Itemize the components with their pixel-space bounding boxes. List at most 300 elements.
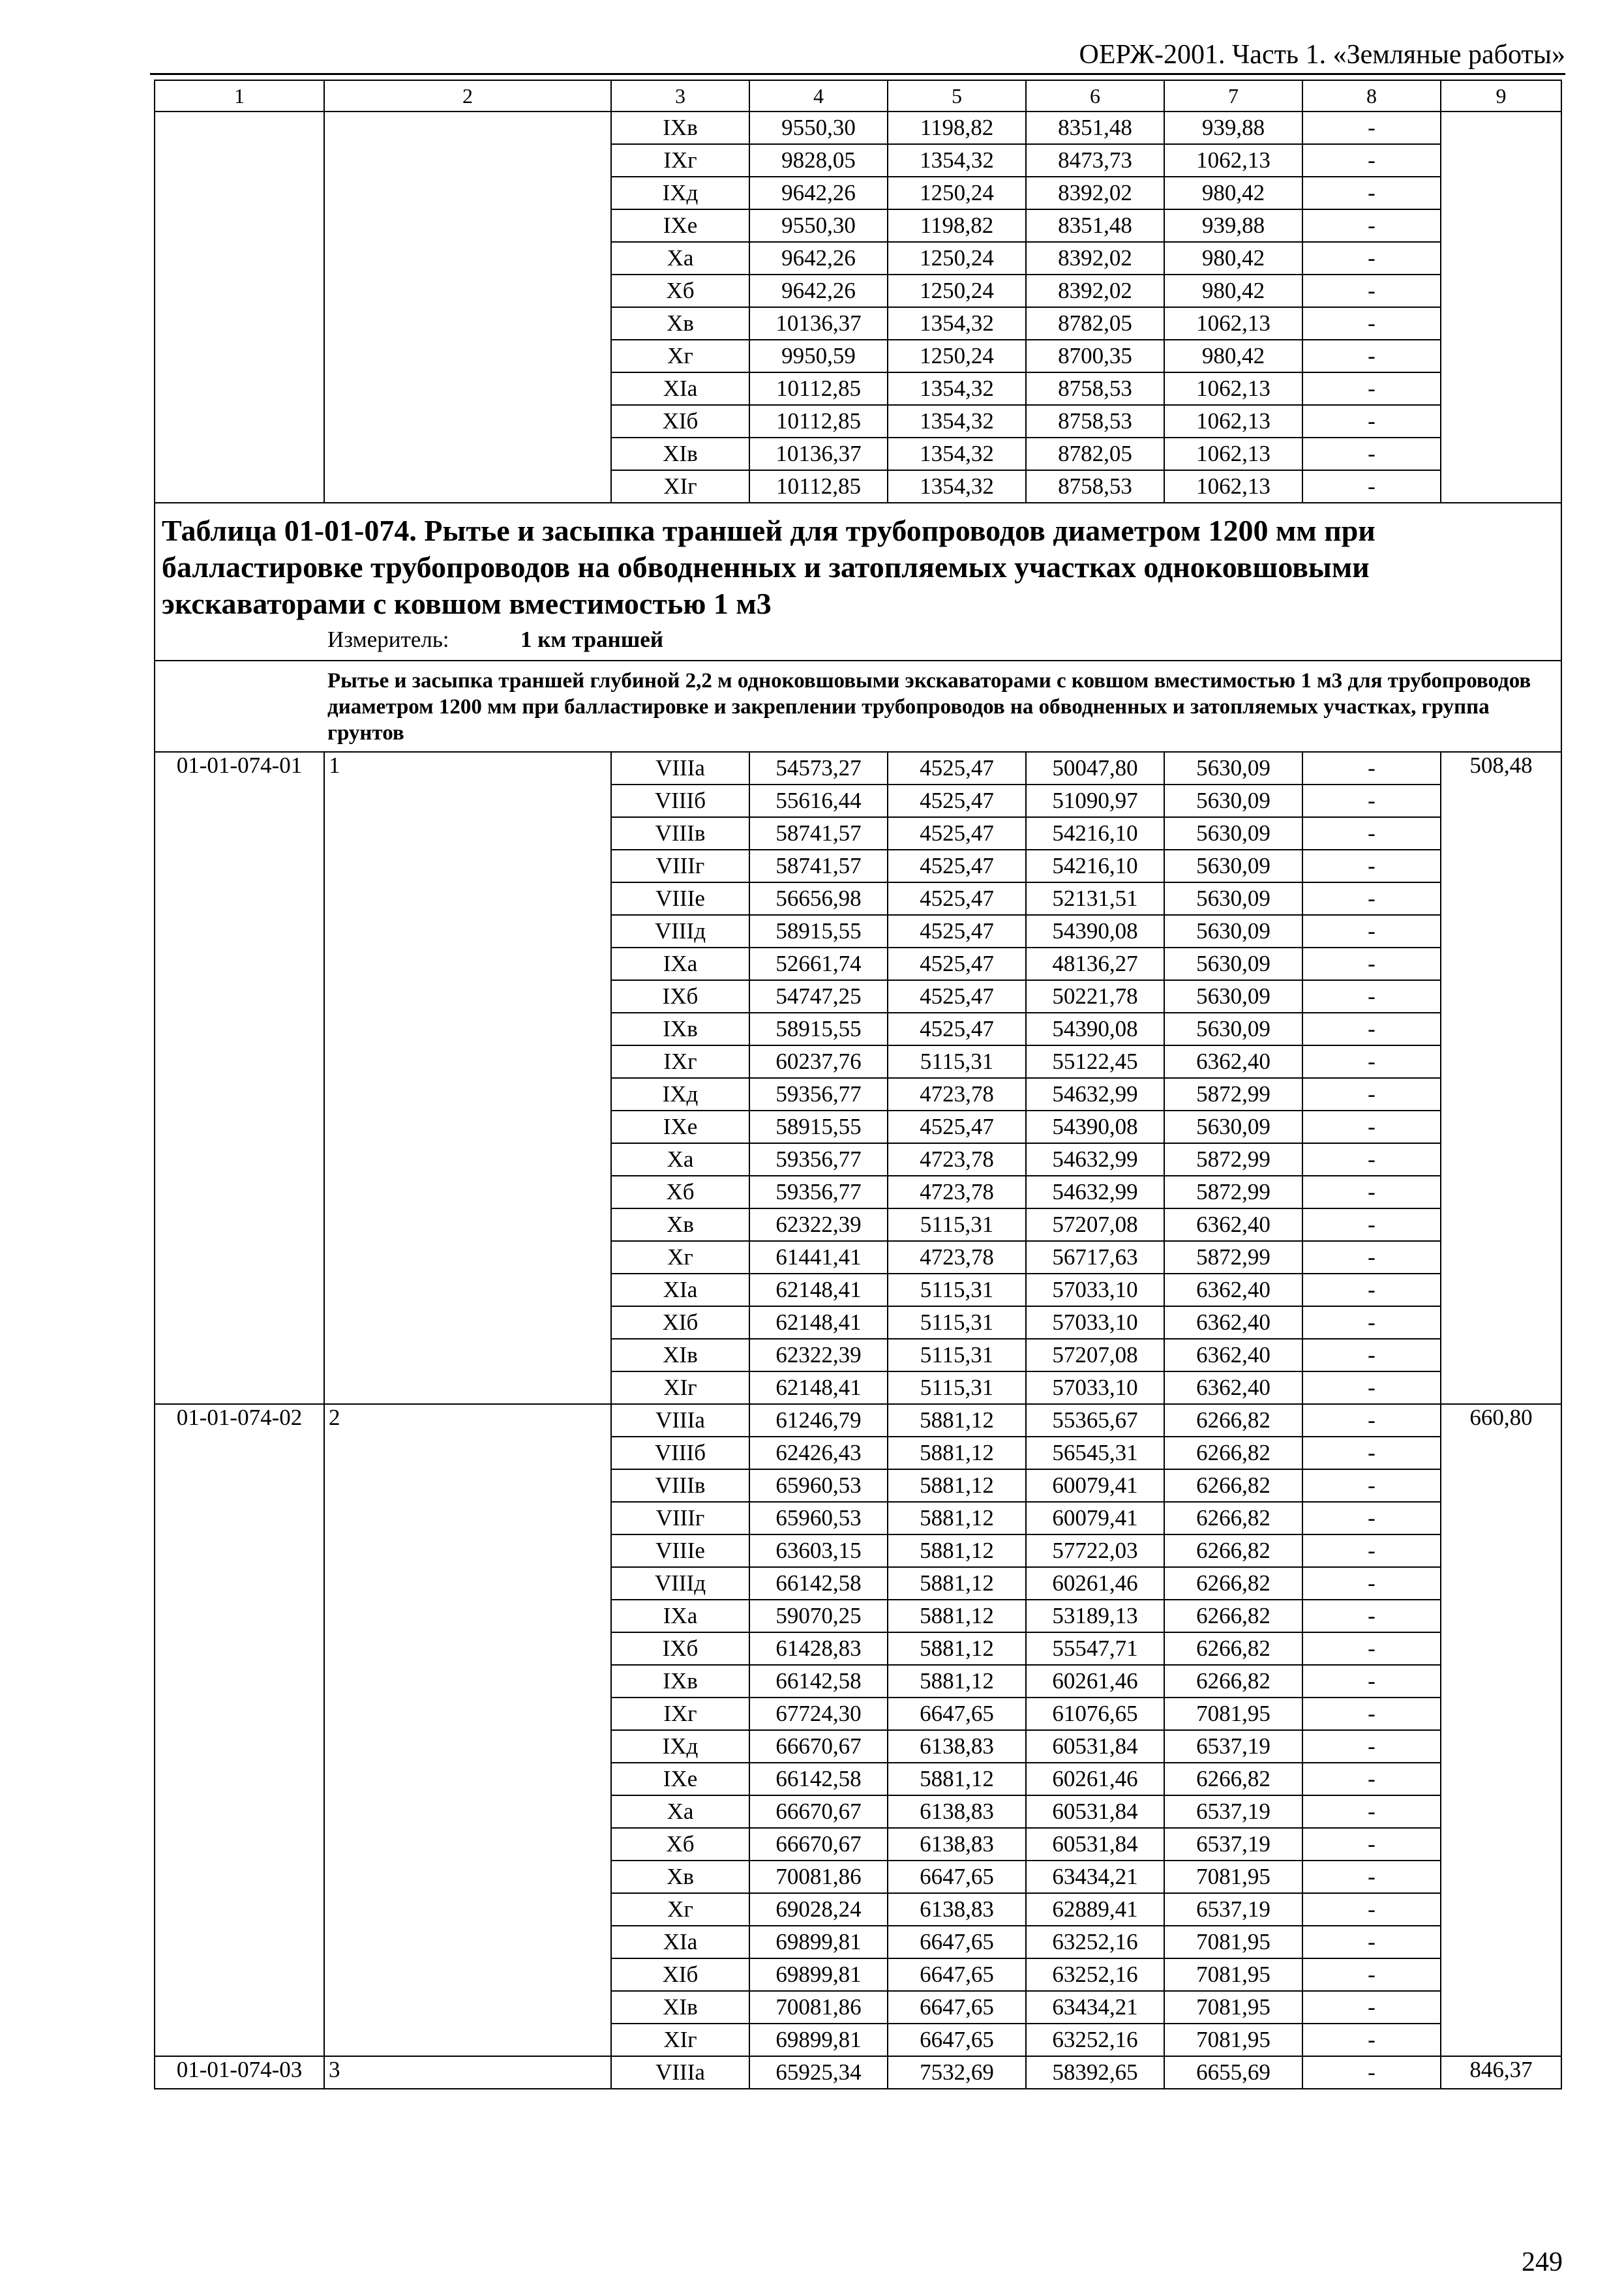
value-cell: 6537,19 [1164, 1795, 1302, 1828]
column-number: 7 [1164, 80, 1302, 112]
value-cell: XIв [611, 1991, 749, 2024]
table-row [155, 752, 1561, 785]
value-cell: - [1302, 1795, 1441, 1828]
value-cell: 48136,27 [1026, 948, 1164, 980]
value-cell: 59356,77 [749, 1143, 888, 1176]
value-cell: - [1302, 817, 1441, 850]
code-cell [155, 112, 324, 503]
value-cell: 6362,40 [1164, 1045, 1302, 1078]
value-cell: 6138,83 [888, 1893, 1026, 1926]
value-cell: - [1302, 1371, 1441, 1404]
value-cell: 5872,99 [1164, 1143, 1302, 1176]
meter-label: Измеритель: [327, 627, 449, 652]
value-cell: VIIIе [611, 882, 749, 915]
value-cell: IXа [611, 948, 749, 980]
value-cell: 51090,97 [1026, 785, 1164, 817]
value-cell: 6647,65 [888, 1926, 1026, 1958]
value-cell: 56545,31 [1026, 1437, 1164, 1469]
value-cell: XIв [611, 1339, 749, 1371]
value-cell: 57033,10 [1026, 1371, 1164, 1404]
value-cell: 5630,09 [1164, 850, 1302, 882]
value-cell: 6266,82 [1164, 1763, 1302, 1795]
column-number: 8 [1302, 80, 1441, 112]
value-cell: 6537,19 [1164, 1730, 1302, 1763]
value-cell: - [1302, 915, 1441, 948]
value-cell: 54632,99 [1026, 1176, 1164, 1208]
value-cell: 66142,58 [749, 1567, 888, 1600]
meter [162, 622, 1558, 660]
value-cell: XIг [611, 470, 749, 503]
value-cell: 66670,67 [749, 1730, 888, 1763]
value-cell: IXб [611, 1632, 749, 1665]
value-cell: 60531,84 [1026, 1730, 1164, 1763]
value-cell: - [1302, 882, 1441, 915]
value-cell: 58392,65 [1026, 2056, 1164, 2089]
value-cell: 60531,84 [1026, 1828, 1164, 1861]
value-cell: 1250,24 [888, 177, 1026, 209]
value-cell: 70081,86 [749, 1991, 888, 2024]
value-cell: 5881,12 [888, 1600, 1026, 1632]
value-cell: - [1302, 752, 1441, 785]
column-number: 6 [1026, 80, 1164, 112]
value-cell: 60261,46 [1026, 1763, 1164, 1795]
value-cell: 55122,45 [1026, 1045, 1164, 1078]
value-cell: 7532,69 [888, 2056, 1026, 2089]
value-cell: 1354,32 [888, 405, 1026, 438]
value-cell: IXв [611, 112, 749, 144]
value-cell: 1198,82 [888, 112, 1026, 144]
value-cell: 5630,09 [1164, 980, 1302, 1013]
value-cell: IXе [611, 1763, 749, 1795]
value-cell: IXа [611, 1600, 749, 1632]
value-cell: 69899,81 [749, 1958, 888, 1991]
value-cell: 6647,65 [888, 1958, 1026, 1991]
value-cell: 63252,16 [1026, 1958, 1164, 1991]
rates-table-body [155, 80, 1561, 2089]
value-cell: 5872,99 [1164, 1078, 1302, 1111]
value-cell: 55365,67 [1026, 1404, 1164, 1437]
value-cell: 58915,55 [749, 915, 888, 948]
value-cell: Xв [611, 1861, 749, 1893]
value-cell: 6266,82 [1164, 1600, 1302, 1632]
value-cell: 62889,41 [1026, 1893, 1164, 1926]
value-cell: 6647,65 [888, 2024, 1026, 2056]
value-cell: - [1302, 1763, 1441, 1795]
value-cell: 54390,08 [1026, 915, 1164, 948]
value-cell: 62148,41 [749, 1371, 888, 1404]
value-cell: - [1302, 2024, 1441, 2056]
column-number: 3 [611, 80, 749, 112]
value-cell: 4525,47 [888, 980, 1026, 1013]
value-cell: 8758,53 [1026, 405, 1164, 438]
value-cell: Xа [611, 1143, 749, 1176]
value-cell: VIIIв [611, 817, 749, 850]
value-cell: Xв [611, 1208, 749, 1241]
label-cell [324, 112, 611, 503]
value-cell: 7081,95 [1164, 1861, 1302, 1893]
value-cell: 4525,47 [888, 915, 1026, 948]
value-cell: - [1302, 1241, 1441, 1274]
value-cell: 62426,43 [749, 1437, 888, 1469]
value-cell: - [1302, 1632, 1441, 1665]
value-cell: 980,42 [1164, 340, 1302, 372]
table-row [155, 2056, 1561, 2089]
value-cell: - [1302, 850, 1441, 882]
value-cell: 63252,16 [1026, 1926, 1164, 1958]
value-cell: IXв [611, 1665, 749, 1698]
value-cell: 60079,41 [1026, 1469, 1164, 1502]
value-cell: 56656,98 [749, 882, 888, 915]
value-cell: 6655,69 [1164, 2056, 1302, 2089]
value-cell: Xг [611, 1241, 749, 1274]
value-cell: 4723,78 [888, 1143, 1026, 1176]
value-cell: VIIIа [611, 1404, 749, 1437]
value-cell: 63434,21 [1026, 1861, 1164, 1893]
value-cell: 60531,84 [1026, 1795, 1164, 1828]
value-cell: 54632,99 [1026, 1143, 1164, 1176]
value-cell: 8782,05 [1026, 307, 1164, 340]
value-cell: 6266,82 [1164, 1404, 1302, 1437]
value-cell: - [1302, 242, 1441, 275]
value-cell: Xв [611, 307, 749, 340]
value-cell: 1354,32 [888, 144, 1026, 177]
value-cell: 6537,19 [1164, 1893, 1302, 1926]
value-cell: 52131,51 [1026, 882, 1164, 915]
value-cell: - [1302, 1306, 1441, 1339]
value-cell: 5115,31 [888, 1274, 1026, 1306]
value-cell: 57207,08 [1026, 1339, 1164, 1371]
value-cell: - [1302, 1958, 1441, 1991]
value-cell: - [1302, 1404, 1441, 1437]
value-cell: 62322,39 [749, 1208, 888, 1241]
value-cell: - [1302, 948, 1441, 980]
value-cell: XIв [611, 438, 749, 470]
value-cell: 5630,09 [1164, 1111, 1302, 1143]
value-cell: - [1302, 1926, 1441, 1958]
value-cell: 10112,85 [749, 405, 888, 438]
value-cell: 57207,08 [1026, 1208, 1164, 1241]
value-cell: 4525,47 [888, 752, 1026, 785]
value-cell: 9828,05 [749, 144, 888, 177]
value-cell: 69899,81 [749, 2024, 888, 2056]
value-cell: 55547,71 [1026, 1632, 1164, 1665]
value-cell: 10136,37 [749, 307, 888, 340]
value-cell: 4723,78 [888, 1241, 1026, 1274]
value-cell: XIг [611, 1371, 749, 1404]
value-cell: 5115,31 [888, 1371, 1026, 1404]
value-cell: 1062,13 [1164, 438, 1302, 470]
value-cell: - [1302, 785, 1441, 817]
value-cell: 5630,09 [1164, 1013, 1302, 1045]
column-number-row [155, 80, 1561, 112]
header-rule [150, 73, 1565, 75]
soil-group-number: 1 [324, 752, 611, 1404]
table-title-cell [155, 503, 1561, 661]
value-cell: 62148,41 [749, 1306, 888, 1339]
value-cell: 5872,99 [1164, 1241, 1302, 1274]
value-cell: 5630,09 [1164, 817, 1302, 850]
column-number: 5 [888, 80, 1026, 112]
value-cell: 54390,08 [1026, 1013, 1164, 1045]
value-cell: 5630,09 [1164, 882, 1302, 915]
value-cell: 63603,15 [749, 1534, 888, 1567]
value-cell: 980,42 [1164, 177, 1302, 209]
value-cell: 6266,82 [1164, 1469, 1302, 1502]
value-cell: 62148,41 [749, 1274, 888, 1306]
value-cell: 5881,12 [888, 1763, 1026, 1795]
value-cell: 5872,99 [1164, 1176, 1302, 1208]
value-cell: 5881,12 [888, 1404, 1026, 1437]
value-cell: 5630,09 [1164, 915, 1302, 948]
rate-code: 01-01-074-03 [155, 2056, 324, 2089]
value-cell: 9950,59 [749, 340, 888, 372]
value-cell: VIIIг [611, 850, 749, 882]
value-cell: IXг [611, 1045, 749, 1078]
value-cell: 6362,40 [1164, 1306, 1302, 1339]
value-cell: 53189,13 [1026, 1600, 1164, 1632]
value-cell: 5881,12 [888, 1502, 1026, 1534]
value-cell: 58741,57 [749, 817, 888, 850]
value-cell: VIIIд [611, 915, 749, 948]
value-cell: XIа [611, 1274, 749, 1306]
value-cell: 5881,12 [888, 1632, 1026, 1665]
value-cell: 10112,85 [749, 372, 888, 405]
value-cell: - [1302, 372, 1441, 405]
value-cell: 5881,12 [888, 1534, 1026, 1567]
soil-group-number: 3 [324, 2056, 611, 2089]
value-cell: 54632,99 [1026, 1078, 1164, 1111]
value-cell: 980,42 [1164, 242, 1302, 275]
value-cell: 4525,47 [888, 785, 1026, 817]
value-cell: 7081,95 [1164, 1926, 1302, 1958]
value-cell: - [1302, 438, 1441, 470]
value-cell: 50047,80 [1026, 752, 1164, 785]
value-cell: 57722,03 [1026, 1534, 1164, 1567]
value-cell: 9642,26 [749, 242, 888, 275]
column-number: 9 [1441, 80, 1561, 112]
value-cell: VIIIв [611, 1469, 749, 1502]
meter-value: 1 км траншей [520, 627, 664, 652]
value-cell: 61076,65 [1026, 1698, 1164, 1730]
value-cell: 55616,44 [749, 785, 888, 817]
value-cell: 54216,10 [1026, 850, 1164, 882]
value-cell: XIа [611, 372, 749, 405]
value-cell: 65960,53 [749, 1469, 888, 1502]
value-cell: 1062,13 [1164, 307, 1302, 340]
value-cell: VIIIа [611, 752, 749, 785]
value-cell: - [1302, 1176, 1441, 1208]
value-cell: 59356,77 [749, 1078, 888, 1111]
value-cell: 60261,46 [1026, 1665, 1164, 1698]
value-cell: 69899,81 [749, 1926, 888, 1958]
value-cell: 52661,74 [749, 948, 888, 980]
value-cell: 66670,67 [749, 1795, 888, 1828]
value-cell: 5115,31 [888, 1208, 1026, 1241]
value-cell: - [1302, 1502, 1441, 1534]
value-cell: 5881,12 [888, 1567, 1026, 1600]
value-cell: VIIIе [611, 1534, 749, 1567]
value-cell: 6266,82 [1164, 1534, 1302, 1567]
value-cell: 4525,47 [888, 1013, 1026, 1045]
value-cell: IXд [611, 177, 749, 209]
value-cell: 1250,24 [888, 340, 1026, 372]
value-cell: 66670,67 [749, 1828, 888, 1861]
value-cell: 63434,21 [1026, 1991, 1164, 2024]
value-cell: 61246,79 [749, 1404, 888, 1437]
value-cell: - [1302, 1045, 1441, 1078]
value-cell: - [1302, 1469, 1441, 1502]
value-cell: 980,42 [1164, 275, 1302, 307]
total-value: 508,48 [1441, 752, 1561, 1404]
value-cell: 57033,10 [1026, 1306, 1164, 1339]
value-cell: 61441,41 [749, 1241, 888, 1274]
value-cell: - [1302, 1828, 1441, 1861]
value-cell: - [1302, 1600, 1441, 1632]
value-cell: - [1302, 1665, 1441, 1698]
value-cell: XIб [611, 1306, 749, 1339]
work-description: Рытье и засыпка траншей глубиной 2,2 м одноковшовыми экскаваторами с ковшом вместимостью 1 м3 для трубопроводов диаметром 1200 мм при балластировке и закреплении трубопроводов на обводненных и затопляемых участках, группа грунтов [155, 661, 1561, 752]
value-cell: 8700,35 [1026, 340, 1164, 372]
value-cell: - [1302, 1143, 1441, 1176]
value-cell: - [1302, 1078, 1441, 1111]
value-cell: 50221,78 [1026, 980, 1164, 1013]
value-cell: 65960,53 [749, 1502, 888, 1534]
value-cell: IXг [611, 1698, 749, 1730]
value-cell: 1062,13 [1164, 144, 1302, 177]
value-cell: 6266,82 [1164, 1437, 1302, 1469]
value-cell: 9550,30 [749, 209, 888, 242]
value-cell: 6266,82 [1164, 1567, 1302, 1600]
value-cell: 1354,32 [888, 372, 1026, 405]
value-cell: 54216,10 [1026, 817, 1164, 850]
value-cell: 6362,40 [1164, 1208, 1302, 1241]
value-cell: 8392,02 [1026, 275, 1164, 307]
value-cell: 1062,13 [1164, 405, 1302, 438]
value-cell: 8473,73 [1026, 144, 1164, 177]
value-cell: - [1302, 144, 1441, 177]
value-cell: Xа [611, 242, 749, 275]
value-cell: 1354,32 [888, 470, 1026, 503]
value-cell: 60261,46 [1026, 1567, 1164, 1600]
value-cell: 1354,32 [888, 438, 1026, 470]
value-cell: - [1302, 340, 1441, 372]
column-number: 1 [155, 80, 324, 112]
value-cell: 6138,83 [888, 1795, 1026, 1828]
table-row [155, 112, 1561, 144]
value-cell: VIIIб [611, 1437, 749, 1469]
value-cell: 58915,55 [749, 1111, 888, 1143]
value-cell: - [1302, 1893, 1441, 1926]
value-cell: 5630,09 [1164, 752, 1302, 785]
value-cell: Xа [611, 1795, 749, 1828]
value-cell: 1354,32 [888, 307, 1026, 340]
value-cell: 7081,95 [1164, 1991, 1302, 2024]
value-cell: IXд [611, 1730, 749, 1763]
value-cell: VIIIд [611, 1567, 749, 1600]
value-cell: 60237,76 [749, 1045, 888, 1078]
value-cell: - [1302, 1111, 1441, 1143]
value-cell: 69028,24 [749, 1893, 888, 1926]
value-cell: 6537,19 [1164, 1828, 1302, 1861]
value-cell: 6362,40 [1164, 1274, 1302, 1306]
value-cell: 61428,83 [749, 1632, 888, 1665]
value-cell: 5115,31 [888, 1306, 1026, 1339]
value-cell: 4525,47 [888, 948, 1026, 980]
value-cell: - [1302, 177, 1441, 209]
description-row [155, 661, 1561, 752]
value-cell: 939,88 [1164, 112, 1302, 144]
value-cell: XIб [611, 405, 749, 438]
value-cell: - [1302, 1208, 1441, 1241]
value-cell: 1250,24 [888, 242, 1026, 275]
value-cell: 66142,58 [749, 1763, 888, 1795]
value-cell: - [1302, 1730, 1441, 1763]
value-cell: Xб [611, 1828, 749, 1861]
value-cell: 5115,31 [888, 1045, 1026, 1078]
value-cell: XIб [611, 1958, 749, 1991]
total-value: 660,80 [1441, 1404, 1561, 2056]
value-cell: 5881,12 [888, 1665, 1026, 1698]
value-cell: 54747,25 [749, 980, 888, 1013]
value-cell: - [1302, 1991, 1441, 2024]
value-cell: VIIIа [611, 2056, 749, 2089]
value-cell: 65925,34 [749, 2056, 888, 2089]
value-cell: 6266,82 [1164, 1502, 1302, 1534]
value-cell: 56717,63 [1026, 1241, 1164, 1274]
page-header: ОЕРЖ-2001. Часть 1. «Земляные работы» [1079, 40, 1565, 70]
value-cell: 6266,82 [1164, 1632, 1302, 1665]
value-cell: - [1302, 209, 1441, 242]
value-cell: 8351,48 [1026, 209, 1164, 242]
value-cell: - [1302, 1698, 1441, 1730]
value-cell: - [1302, 1013, 1441, 1045]
value-cell: 1250,24 [888, 275, 1026, 307]
value-cell: 8392,02 [1026, 242, 1164, 275]
value-cell: 6266,82 [1164, 1665, 1302, 1698]
value-cell: 8758,53 [1026, 470, 1164, 503]
value-cell: - [1302, 1274, 1441, 1306]
value-cell: 6647,65 [888, 1698, 1026, 1730]
table-row [155, 1404, 1561, 1437]
value-cell: 939,88 [1164, 209, 1302, 242]
value-cell: 67724,30 [749, 1698, 888, 1730]
rate-code: 01-01-074-01 [155, 752, 324, 1404]
value-cell: XIг [611, 2024, 749, 2056]
value-cell: - [1302, 1534, 1441, 1567]
value-cell: 1062,13 [1164, 470, 1302, 503]
value-cell: 9550,30 [749, 112, 888, 144]
value-cell: Xг [611, 1893, 749, 1926]
value-cell: - [1302, 470, 1441, 503]
value-cell: 10112,85 [749, 470, 888, 503]
value-cell: 4525,47 [888, 882, 1026, 915]
value-cell: 5630,09 [1164, 785, 1302, 817]
value-cell: IXв [611, 1013, 749, 1045]
value-cell: 9642,26 [749, 177, 888, 209]
value-cell: 5115,31 [888, 1339, 1026, 1371]
value-cell: - [1302, 1339, 1441, 1371]
value-cell: - [1302, 112, 1441, 144]
value-cell: 8392,02 [1026, 177, 1164, 209]
value-cell: IXг [611, 144, 749, 177]
value-cell: 7081,95 [1164, 1958, 1302, 1991]
value-cell: Xб [611, 1176, 749, 1208]
value-cell: 9642,26 [749, 275, 888, 307]
value-cell: 59070,25 [749, 1600, 888, 1632]
page-number: 249 [1522, 2247, 1563, 2277]
value-cell: 6138,83 [888, 1730, 1026, 1763]
value-cell: 6647,65 [888, 1991, 1026, 2024]
